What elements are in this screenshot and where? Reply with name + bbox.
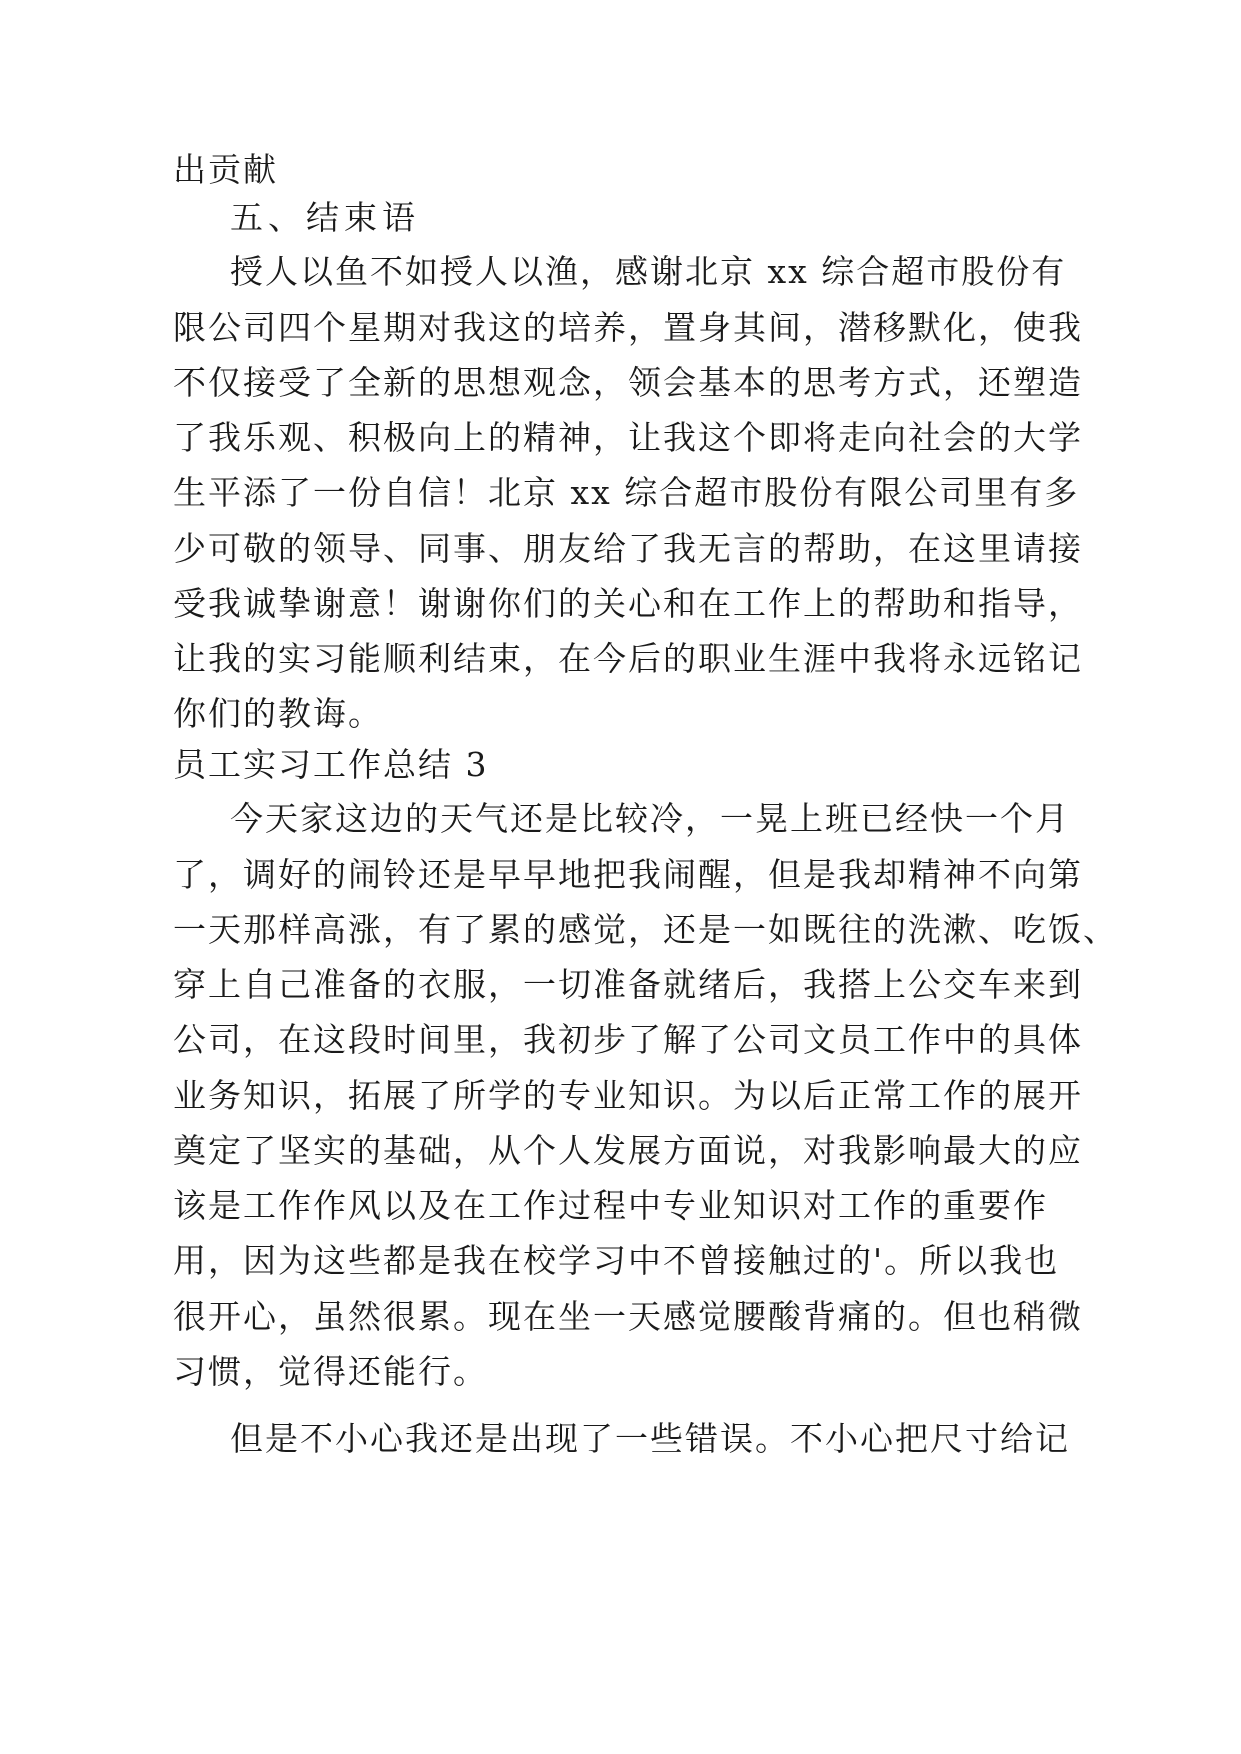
text-line: 限公司四个星期对我这的培养，置身其间，潜移默化，使我 <box>173 308 1083 347</box>
text-line: 习惯，觉得还能行。 <box>173 1352 488 1391</box>
text-line: 该是工作作风以及在工作过程中专业知识对工作的重要作 <box>173 1186 1048 1225</box>
section-heading: 五、结束语 <box>230 198 420 237</box>
text-line: 生平添了一份自信！北京 xx 综合超市股份有限公司里有多 <box>173 473 1080 512</box>
text-line: 奠定了坚实的基础，从个人发展方面说，对我影响最大的应 <box>173 1131 1083 1170</box>
text-line: 了我乐观、积极向上的精神，让我这个即将走向社会的大学 <box>173 418 1083 457</box>
text-line: 一天那样高涨，有了累的感觉，还是一如既往的洗漱、吃饭、 <box>173 910 1118 949</box>
text-line: 受我诚挚谢意！谢谢你们的关心和在工作上的帮助和指导， <box>173 584 1083 623</box>
text-line: 你们的教诲。 <box>173 694 383 733</box>
section-title: 员工实习工作总结 3 <box>173 745 489 784</box>
text-line: 今天家这边的天气还是比较冷，一晃上班已经快一个月 <box>230 799 1070 838</box>
text-line: 了，调好的闹铃还是早早地把我闹醒，但是我却精神不向第 <box>173 855 1083 894</box>
text-line: 少可敬的领导、同事、朋友给了我无言的帮助，在这里请接 <box>173 529 1083 568</box>
text-line: 让我的实习能顺利结束，在今后的职业生涯中我将永远铭记 <box>173 639 1083 678</box>
text-line: 业务知识，拓展了所学的专业知识。为以后正常工作的展开 <box>173 1076 1083 1115</box>
text-line: 但是不小心我还是出现了一些错误。不小心把尺寸给记 <box>230 1419 1070 1458</box>
text-line: 用，因为这些都是我在校学习中不曾接触过的'。所以我也 <box>173 1241 1060 1280</box>
text-line: 很开心，虽然很累。现在坐一天感觉腰酸背痛的。但也稍微 <box>173 1297 1083 1336</box>
text-line: 不仅接受了全新的思想观念，领会基本的思考方式，还塑造 <box>173 363 1083 402</box>
text-line: 公司，在这段时间里，我初步了解了公司文员工作中的具体 <box>173 1020 1083 1059</box>
text-line: 穿上自己准备的衣服，一切准备就绪后，我搭上公交车来到 <box>173 965 1083 1004</box>
text-line: 授人以鱼不如授人以渔，感谢北京 xx 综合超市股份有 <box>230 252 1067 291</box>
text-line: 出贡献 <box>173 150 278 189</box>
